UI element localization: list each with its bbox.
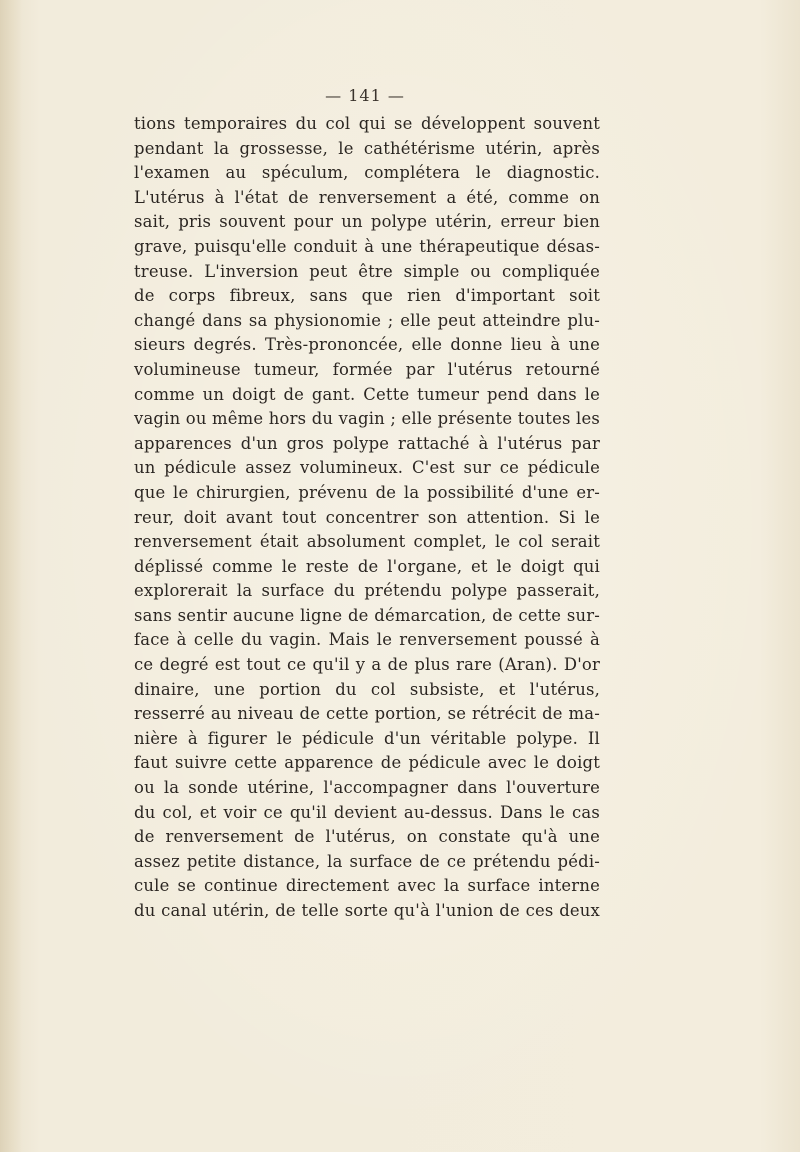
text-line: apparences d'un gros polype rattaché à l'utérus par xyxy=(134,433,600,453)
text-line: vagin ou même hors du vagin ; elle présente toutes les xyxy=(134,409,600,429)
text-line: resserré au niveau de cette portion, se rétrécit de ma- xyxy=(134,704,600,724)
text-line: sait, pris souvent pour un polype utérin, erreur bien xyxy=(134,212,600,232)
text-line: assez petite distance, la surface de ce prétendu pédi- xyxy=(134,851,600,871)
text-line: cule se continue directement avec la surface interne xyxy=(134,876,600,896)
text-line: treuse. L'inversion peut être simple ou compliquée xyxy=(134,261,600,281)
body-text xyxy=(134,112,600,924)
text-line: du col, et voir ce qu'il devient au-dessus. Dans le cas xyxy=(134,802,600,822)
text-line: de corps fibreux, sans que rien d'important soit xyxy=(134,286,600,306)
text-line: pendant la grossesse, le cathétérisme utérin, après xyxy=(134,138,600,158)
text-line: faut suivre cette apparence de pédicule avec le doigt xyxy=(134,753,600,773)
text-line: du canal utérin, de telle sorte qu'à l'union de ces deux xyxy=(134,901,600,920)
text-line: tions temporaires du col qui se développent souvent xyxy=(134,114,600,133)
text-line: sans sentir aucune ligne de démarcation, de cette sur- xyxy=(134,605,600,625)
text-line: changé dans sa physionomie ; elle peut atteindre plu- xyxy=(134,310,600,330)
text-line: ce degré est tout ce qu'il y a de plus rare (Aran). D'or xyxy=(134,655,600,675)
text-line: que le chirurgien, prévenu de la possibilité d'une er- xyxy=(134,482,600,502)
text-line: grave, puisqu'elle conduit à une thérapeutique désas- xyxy=(134,236,600,256)
text-line: comme un doigt de gant. Cette tumeur pend dans le xyxy=(134,384,600,404)
text-line: face à celle du vagin. Mais le renversement poussé à xyxy=(134,630,600,650)
text-line: volumineuse tumeur, formée par l'utérus retourné xyxy=(134,359,600,379)
text-line: nière à figurer le pédicule d'un véritable polype. Il xyxy=(134,728,600,748)
text-line: l'examen au spéculum, complétera le diagnostic. xyxy=(134,163,600,183)
text-line: sieurs degrés. Très-prononcée, elle donne lieu à une xyxy=(134,335,600,355)
text-line: explorerait la surface du prétendu polype passerait, xyxy=(134,581,600,601)
text-line: reur, doit avant tout concentrer son attention. Si le xyxy=(134,507,600,527)
text-line: dinaire, une portion du col subsiste, et l'utérus, xyxy=(134,679,600,699)
text-line: L'utérus à l'état de renversement a été, comme on xyxy=(134,187,600,207)
page-binding-edge xyxy=(0,0,22,1152)
text-line: renversement était absolument complet, le col serait xyxy=(134,532,600,552)
text-line: déplissé comme le reste de l'organe, et le doigt qui xyxy=(134,556,600,576)
text-line: de renversement de l'utérus, on constate qu'à une xyxy=(134,827,600,847)
page-number: — 141 — xyxy=(325,86,405,105)
text-line: un pédicule assez volumineux. C'est sur ce pédicule xyxy=(134,458,600,478)
text-line: ou la sonde utérine, l'accompagner dans l'ouverture xyxy=(134,778,600,798)
